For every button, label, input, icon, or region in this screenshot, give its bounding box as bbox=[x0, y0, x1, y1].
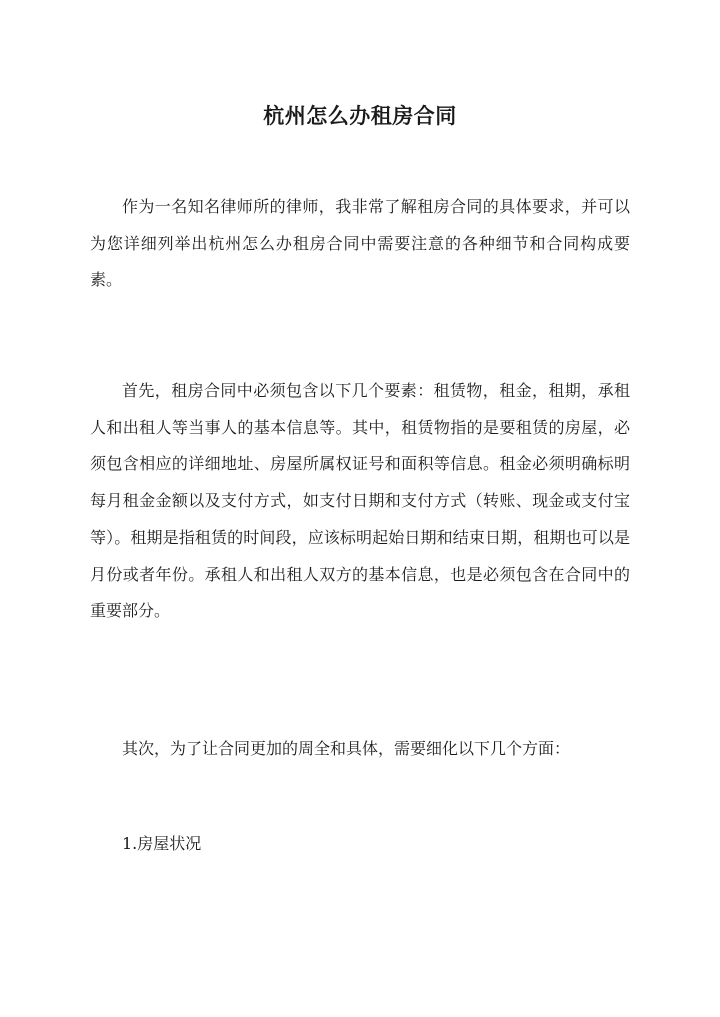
list-item-house-condition: 1.房屋状况 bbox=[122, 834, 202, 853]
paragraph-elements: 首先，租房合同中必须包含以下几个要素：租赁物，租金，租期，承租人和出租人等当事人的基本信息等。其中，租赁物指的是要租赁的房屋，必须包含相应的详细地址、房屋所属权证号和面积等信息。租金必须明确标明每月租金金额以及支付方式，如支付日期和支付方式（转账、现金或支付宝等）。租期是指租赁的时间段，应该标明起始日期和结束日期，租期也可以是月份或者年份。承租人和出租人双方的基本信息，也是必须包含在合同中的重要部分。 bbox=[90, 381, 630, 621]
document-title: 杭州怎么办租房合同 bbox=[263, 103, 457, 129]
paragraph-intro: 作为一名知名律师所的律师，我非常了解租房合同的具体要求，并可以为您详细列举出杭州怎么办租房合同中需要注意的各种细节和合同构成要素。 bbox=[90, 197, 630, 290]
paragraph-details-intro: 其次，为了让合同更加的周全和具体，需要细化以下几个方面： bbox=[122, 739, 571, 758]
